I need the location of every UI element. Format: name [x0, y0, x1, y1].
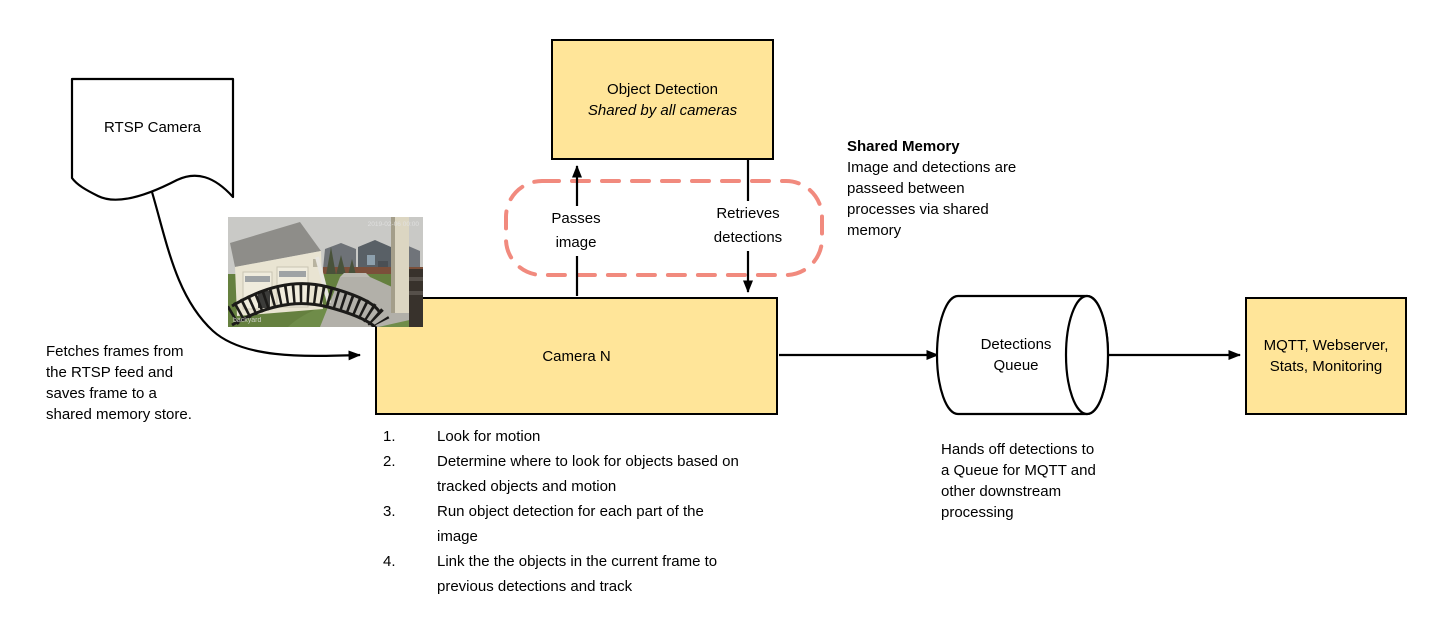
step-number: 2.: [383, 453, 396, 470]
downstream-outputs-label: MQTT, Webserver, Stats, Monitoring: [1263, 337, 1389, 375]
step-text: Determine where to look for objects based on tracked objects and motion: [437, 453, 739, 495]
shared-memory-body: Image and detections are passeed between processes via shared memory: [847, 159, 1017, 239]
step-text: Look for motion: [437, 428, 541, 445]
camera-timestamp-overlay: 2019-02-06 00:00: [367, 221, 419, 228]
step-item: [383, 424, 763, 449]
step-item: [383, 549, 763, 599]
detections-queue-note: Hands off detections to a Queue for MQTT and other downstream processing: [941, 441, 1096, 521]
retrieves-detections-label: Retrieves detections: [705, 201, 791, 251]
step-text: Run object detection for each part of the image: [437, 503, 704, 545]
step-item: [383, 449, 763, 499]
object-detection-subtitle: Shared by all cameras: [587, 101, 738, 119]
camera-n-steps-list: [383, 424, 763, 599]
step-text: Link the the objects in the current frame to previous detections and track: [437, 553, 718, 595]
camera-n-box: [375, 297, 778, 415]
shared-memory-title: Shared Memory: [847, 138, 960, 155]
downstream-outputs-box: [1245, 297, 1407, 415]
passes-image-label: Passes image: [537, 206, 615, 256]
rtsp-fetch-note: Fetches frames from the RTSP feed and saves frame to a shared memory store.: [46, 343, 192, 423]
camera-n-label: Camera N: [542, 347, 611, 365]
step-number: 1.: [383, 428, 396, 445]
rtsp-camera-document-shape: [72, 79, 233, 200]
shared-memory-note: [847, 136, 1025, 241]
camera-name-overlay: backyard: [233, 317, 262, 324]
step-number: 3.: [383, 503, 396, 520]
step-item: [383, 499, 763, 549]
camera-snapshot-image: [228, 217, 423, 327]
object-detection-box: [551, 39, 774, 160]
object-detection-title: Object Detection: [607, 80, 718, 98]
detections-queue-label: Detections Queue: [980, 336, 1052, 374]
step-number: 4.: [383, 553, 396, 570]
rtsp-camera-label: RTSP Camera: [104, 119, 201, 136]
